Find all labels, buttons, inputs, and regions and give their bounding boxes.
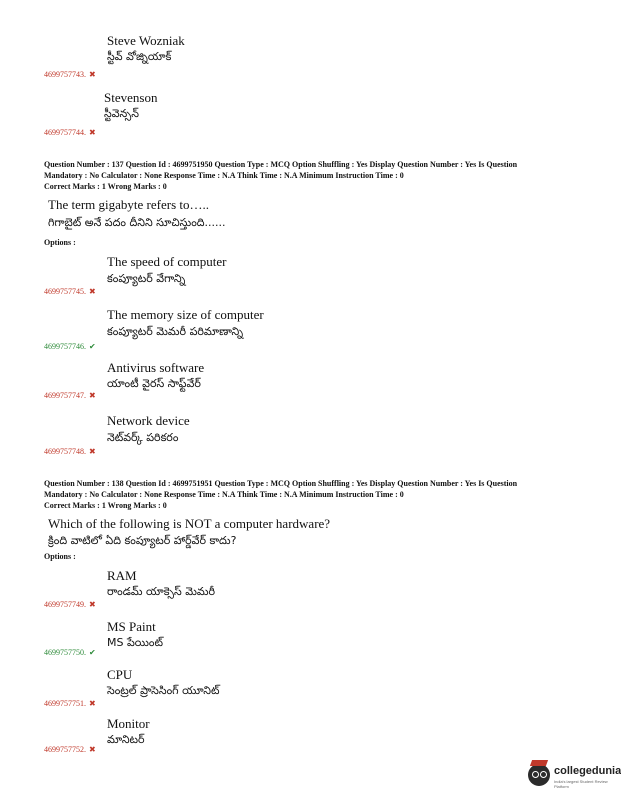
option-id: 4699757745. — [44, 287, 86, 296]
option-id-row — [44, 385, 96, 403]
option-id: 4699757743. — [44, 70, 86, 79]
check-icon: ✔ — [89, 342, 96, 351]
option-id: 4699757750. — [44, 648, 86, 657]
collegedunia-logo — [528, 758, 621, 792]
question-meta-line: Question Number : 138 Question Id : 4699751951 Question Type : MCQ Option Shuffling : Yes Display Question Number : Yes Is Question — [44, 479, 518, 488]
cross-icon: ✖ — [89, 391, 96, 400]
option-text-en: The speed of computer — [107, 254, 227, 269]
option-id-row — [44, 281, 96, 299]
cross-icon: ✖ — [89, 699, 96, 708]
option-text-en: The memory size of computer — [107, 307, 264, 322]
option-id: 4699757747. — [44, 391, 86, 400]
mascot-icon — [528, 764, 550, 786]
options-label: Options : — [44, 552, 76, 561]
cross-icon: ✖ — [89, 128, 96, 137]
option-text-te: స్టీవెన్సన్ — [104, 107, 139, 120]
option-text-te: కంప్యూటర్ వేగాన్ని — [107, 272, 186, 285]
option-id-row — [44, 64, 96, 82]
option-id: 4699757749. — [44, 600, 86, 609]
question-text-en: The term gigabyte refers to….. — [48, 197, 209, 212]
question-text-te: క్రింది వాటిలో ఏది కంప్యూటర్ హార్డ్‌వేర్ కాదు? — [48, 534, 237, 547]
option-text-en: CPU — [107, 667, 133, 682]
cross-icon: ✖ — [89, 745, 96, 754]
options-label: Options : — [44, 238, 76, 247]
option-id-row — [44, 693, 96, 711]
option-id: 4699757746. — [44, 342, 86, 351]
option-text-te: మానిటర్ — [107, 733, 145, 746]
option-text-te: నెట్‌వర్క్ పరికరం — [107, 431, 179, 444]
question-text-en: Which of the following is NOT a computer hardware? — [48, 516, 331, 531]
option-id-row — [44, 336, 96, 354]
option-text-te: MS పేయింట్ — [107, 636, 164, 649]
option-text-te: స్టీవ్ వోజ్నియాక్ — [107, 50, 172, 63]
question-meta-line: Mandatory : No Calculator : None Response Time : N.A Think Time : N.A Minimum Instruction Time : 0 — [44, 490, 404, 499]
option-text-te: రాండమ్ యాక్సెస్ మెమరీ — [107, 585, 216, 598]
option-text-en: Antivirus software — [107, 360, 205, 375]
option-text-en: Stevenson — [104, 90, 158, 105]
option-text-te: కంప్యూటర్ మెమరీ పరిమాణాన్ని — [107, 325, 244, 338]
option-id-row — [44, 642, 96, 660]
question-text-te: గిగాబైట్ అనే పదం దీనిని సూచిస్తుంది...... — [48, 216, 226, 229]
graduation-cap-icon — [530, 760, 548, 766]
check-icon: ✔ — [89, 648, 96, 657]
cross-icon: ✖ — [89, 600, 96, 609]
cross-icon: ✖ — [89, 287, 96, 296]
option-id-row — [44, 441, 96, 459]
option-text-en: Network device — [107, 413, 190, 428]
option-text-en: Steve Wozniak — [107, 33, 185, 48]
option-text-en: MS Paint — [107, 619, 156, 634]
option-text-te: యాంటీ వైరస్ సాఫ్ట్‌వేర్ — [107, 377, 201, 390]
option-id-row — [44, 122, 96, 140]
question-meta-line: Mandatory : No Calculator : None Response Time : N.A Think Time : N.A Minimum Instruction Time : 0 — [44, 171, 404, 180]
question-marks: Correct Marks : 1 Wrong Marks : 0 — [44, 182, 167, 191]
question-meta-line: Question Number : 137 Question Id : 4699751950 Question Type : MCQ Option Shuffling : Yes Display Question Number : Yes Is Question — [44, 160, 518, 169]
question-marks: Correct Marks : 1 Wrong Marks : 0 — [44, 501, 167, 510]
option-id: 4699757748. — [44, 447, 86, 456]
option-id: 4699757752. — [44, 745, 86, 754]
logo-text: collegedunia — [554, 765, 621, 777]
option-id-row — [44, 594, 96, 612]
option-id-row — [44, 739, 96, 757]
cross-icon: ✖ — [89, 70, 96, 79]
logo-tagline: India's largest Student Review Platform — [554, 779, 608, 789]
option-text-en: Monitor — [107, 716, 150, 731]
option-id: 4699757744. — [44, 128, 86, 137]
cross-icon: ✖ — [89, 447, 96, 456]
option-text-te: సెంట్రల్ ప్రాసెసింగ్ యూనిట్ — [107, 684, 220, 697]
option-id: 4699757751. — [44, 699, 86, 708]
option-text-en: RAM — [107, 568, 137, 583]
